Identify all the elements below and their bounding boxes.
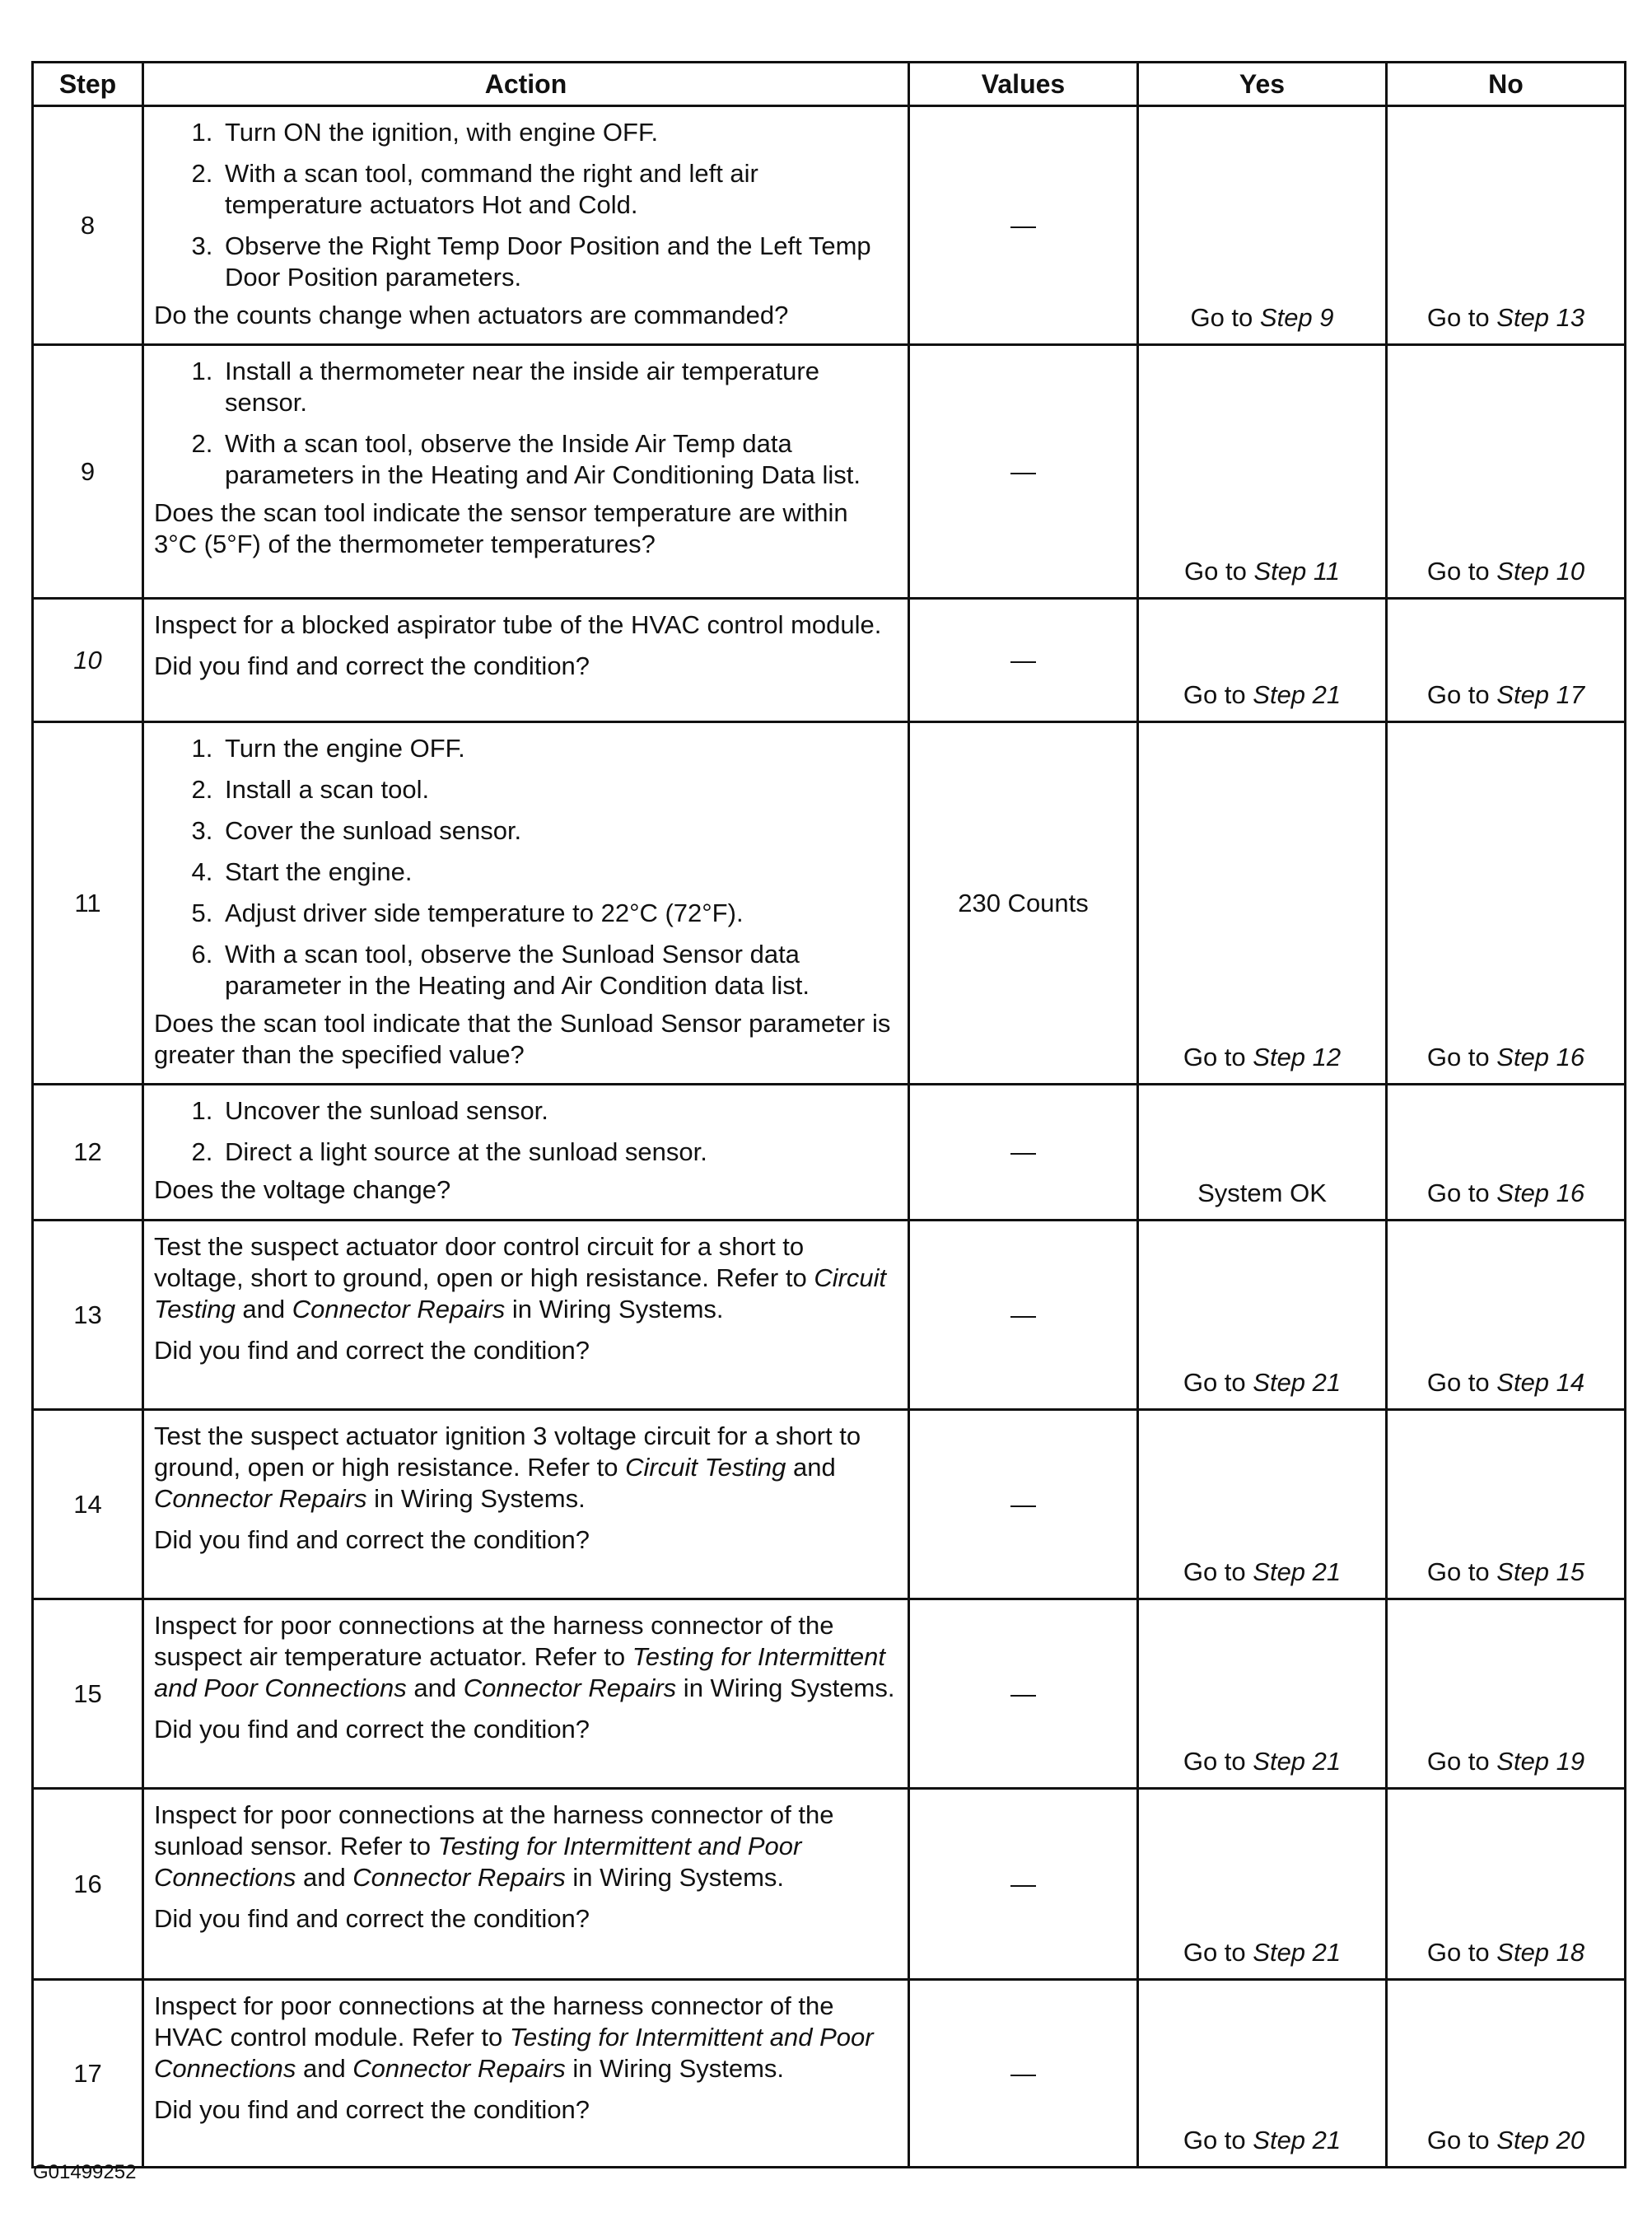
col-header-step: Step xyxy=(33,63,143,106)
action-question: Did you find and correct the condition? xyxy=(154,1715,590,1744)
no-result-cell xyxy=(1387,599,1626,722)
value-cell: — xyxy=(909,1980,1138,2168)
action-text xyxy=(154,1231,898,1325)
action-cell xyxy=(143,722,909,1085)
goto-label: Go to xyxy=(1183,1043,1246,1071)
action-step-item: 2. With a scan tool, observe the Inside Air Temp data parameters in the Heating and Air Conditioning Data list. xyxy=(220,428,898,491)
goto-label: Go to xyxy=(1426,1938,1490,1967)
action-cell xyxy=(143,345,909,599)
goto-label: Go to xyxy=(1426,1368,1490,1397)
goto-step-reference: Step 16 xyxy=(1496,1043,1585,1071)
reference-title: Connector Repairs xyxy=(463,1674,677,1702)
action-text-part: and xyxy=(786,1453,836,1482)
yes-result-cell xyxy=(1138,722,1387,1085)
action-text-part: and xyxy=(235,1295,292,1323)
goto-step-reference: Step 10 xyxy=(1496,557,1585,586)
yes-result-cell xyxy=(1138,1410,1387,1599)
action-question: Do the counts change when actuators are commanded? xyxy=(154,301,789,329)
no-result-cell xyxy=(1387,106,1626,345)
action-text-part: in Wiring Systems. xyxy=(505,1295,724,1323)
goto-step-reference: Step 21 xyxy=(1253,1368,1342,1397)
step-number: 11 xyxy=(33,722,143,1085)
table-row xyxy=(33,1085,1626,1221)
goto-label: Go to xyxy=(1426,557,1490,586)
action-cell xyxy=(143,1221,909,1410)
action-step-item: 1. Uncover the sunload sensor. xyxy=(220,1095,898,1127)
action-question: Did you find and correct the condition? xyxy=(154,1336,590,1365)
table-row xyxy=(33,1789,1626,1980)
action-cell xyxy=(143,1789,909,1980)
goto-step-reference: Step 11 xyxy=(1253,557,1341,586)
action-cell xyxy=(143,1085,909,1221)
action-question: Does the voltage change? xyxy=(154,1175,451,1204)
value-cell: — xyxy=(909,345,1138,599)
action-steps-list xyxy=(154,117,898,293)
action-step-item: 2. Install a scan tool. xyxy=(220,774,898,805)
action-cell xyxy=(143,1980,909,2168)
value-cell: — xyxy=(909,1221,1138,1410)
table-row xyxy=(33,345,1626,599)
yes-result-cell xyxy=(1138,1085,1387,1221)
action-text-part: in Wiring Systems. xyxy=(676,1674,895,1702)
no-result-cell xyxy=(1387,722,1626,1085)
value-cell: — xyxy=(909,1085,1138,1221)
goto-label: Go to xyxy=(1183,557,1247,586)
goto-label: Go to xyxy=(1426,1043,1490,1071)
action-text: Inspect for a blocked aspirator tube of the HVAC control module. xyxy=(154,610,882,639)
action-steps-list xyxy=(154,733,898,1001)
action-text xyxy=(154,1421,898,1515)
step-number: 17 xyxy=(33,1980,143,2168)
reference-title: Connector Repairs xyxy=(352,1863,566,1892)
table-row xyxy=(33,1221,1626,1410)
goto-label: Go to xyxy=(1426,1179,1490,1207)
action-cell xyxy=(143,1410,909,1599)
action-step-item: 5. Adjust driver side temperature to 22°C (72°F). xyxy=(220,898,898,929)
reference-title: Testing for Intermittent and Poor Connections xyxy=(154,1832,802,1892)
goto-label: Go to xyxy=(1426,1747,1490,1776)
step-number: 15 xyxy=(33,1599,143,1789)
goto-label: Go to xyxy=(1183,1557,1246,1586)
action-text-part: Test the suspect actuator ignition 3 voltage circuit for a short to ground, open or high resistance. Refer to xyxy=(154,1421,861,1482)
action-step-item: 2. With a scan tool, command the right and left air temperature actuators Hot and Cold. xyxy=(220,158,898,221)
action-question: Did you find and correct the condition? xyxy=(154,651,590,680)
goto-step-reference: Step 21 xyxy=(1253,1747,1342,1776)
step-number: 13 xyxy=(33,1221,143,1410)
action-text-part: Inspect for poor connections at the harness connector of the HVAC control module. Refer to xyxy=(154,1991,834,2052)
action-step-item: 1. Turn ON the ignition, with engine OFF. xyxy=(220,117,898,148)
step-number: 10 xyxy=(33,599,143,722)
action-text-part: Test the suspect actuator door control circuit for a short to voltage, short to ground, open or high resistance. Refer to xyxy=(154,1232,814,1292)
action-text-part: Inspect for poor connections at the harness connector of the sunload sensor. Refer to xyxy=(154,1800,834,1860)
action-text xyxy=(154,1610,898,1704)
action-text xyxy=(154,1991,898,2084)
action-text-part: and xyxy=(296,1863,353,1892)
yes-result-cell xyxy=(1138,345,1387,599)
table-row xyxy=(33,1980,1626,2168)
goto-step-reference: Step 18 xyxy=(1496,1938,1585,1967)
col-header-values: Values xyxy=(909,63,1138,106)
no-result-cell xyxy=(1387,1410,1626,1599)
action-cell xyxy=(143,599,909,722)
reference-title: Connector Repairs xyxy=(154,1484,367,1513)
goto-step-reference: Step 21 xyxy=(1253,1938,1342,1967)
goto-label: Go to xyxy=(1426,1557,1490,1586)
table-row xyxy=(33,599,1626,722)
action-question: Did you find and correct the condition? xyxy=(154,2095,590,2124)
action-text-part: in Wiring Systems. xyxy=(565,2054,785,2083)
col-header-no: No xyxy=(1387,63,1626,106)
action-text-part: and xyxy=(296,2054,353,2083)
goto-label: Go to xyxy=(1183,2126,1246,2154)
no-result-cell xyxy=(1387,1789,1626,1980)
action-step-item: 1. Install a thermometer near the inside air temperature sensor. xyxy=(220,356,898,418)
reference-title: Connector Repairs xyxy=(352,2054,566,2083)
yes-result-cell xyxy=(1138,1980,1387,2168)
table-row xyxy=(33,1410,1626,1599)
action-text-part: Inspect for poor connections at the harness connector of the suspect air temperature actuator. Refer to xyxy=(154,1611,834,1671)
value-cell: — xyxy=(909,599,1138,722)
action-text-part: and xyxy=(406,1674,464,1702)
action-text-part: in Wiring Systems. xyxy=(565,1863,785,1892)
reference-title: Testing for Intermittent and Poor Connections xyxy=(154,1642,885,1702)
action-question: Did you find and correct the condition? xyxy=(154,1904,590,1933)
action-step-item: 4. Start the engine. xyxy=(220,857,898,888)
step-number: 16 xyxy=(33,1789,143,1980)
action-step-item: 6. With a scan tool, observe the Sunload Sensor data parameter in the Heating and Air Condition data list. xyxy=(220,939,898,1001)
no-result-cell xyxy=(1387,1085,1626,1221)
goto-label: Go to xyxy=(1183,680,1246,709)
value-cell: — xyxy=(909,1599,1138,1789)
reference-title: Circuit Testing xyxy=(154,1263,887,1323)
header-row xyxy=(33,63,1626,106)
action-question: Did you find and correct the condition? xyxy=(154,1525,590,1554)
action-steps-list xyxy=(154,1095,898,1168)
goto-step-reference: Step 12 xyxy=(1253,1043,1342,1071)
action-step-item: 3. Cover the sunload sensor. xyxy=(220,815,898,847)
yes-result-cell xyxy=(1138,1789,1387,1980)
action-question: Does the scan tool indicate the sensor temperature are within 3°C (5°F) of the thermometer temperatures? xyxy=(154,498,848,558)
goto-step-reference: Step 13 xyxy=(1496,303,1585,332)
step-number: 12 xyxy=(33,1085,143,1221)
yes-result-cell xyxy=(1138,1599,1387,1789)
col-header-yes: Yes xyxy=(1138,63,1387,106)
action-cell xyxy=(143,106,909,345)
action-cell xyxy=(143,1599,909,1789)
action-step-item: 3. Observe the Right Temp Door Position and the Left Temp Door Position parameters. xyxy=(220,231,898,293)
col-header-action: Action xyxy=(143,63,909,106)
goto-step-reference: Step 9 xyxy=(1259,303,1334,332)
action-question: Does the scan tool indicate that the Sunload Sensor parameter is greater than the specified value? xyxy=(154,1009,891,1069)
yes-result-cell xyxy=(1138,106,1387,345)
reference-title: Circuit Testing xyxy=(625,1453,786,1482)
reference-title: Connector Repairs xyxy=(292,1295,506,1323)
step-number: 14 xyxy=(33,1410,143,1599)
action-steps-list xyxy=(154,356,898,491)
table-row xyxy=(33,722,1626,1085)
no-result-cell xyxy=(1387,1599,1626,1789)
table-row xyxy=(33,106,1626,345)
goto-step-reference: Step 15 xyxy=(1496,1557,1585,1586)
no-result-cell xyxy=(1387,1221,1626,1410)
figure-code: G01499252 xyxy=(33,2161,137,2183)
goto-step-reference: Step 17 xyxy=(1496,680,1585,709)
table-body xyxy=(33,106,1626,2168)
step-number: 8 xyxy=(33,106,143,345)
goto-label: Go to xyxy=(1183,1938,1246,1967)
goto-step-reference: Step 14 xyxy=(1496,1368,1585,1397)
goto-label: Go to xyxy=(1183,1368,1246,1397)
goto-step-reference: Step 20 xyxy=(1496,2126,1585,2154)
goto-step-reference: Step 21 xyxy=(1253,1557,1342,1586)
reference-title: Testing for Intermittent and Poor Connections xyxy=(154,2023,874,2083)
no-result-cell xyxy=(1387,1980,1626,2168)
action-text-part: in Wiring Systems. xyxy=(366,1484,586,1513)
yes-result-cell xyxy=(1138,599,1387,722)
diagnostic-table xyxy=(31,61,1626,2168)
goto-step-reference: Step 21 xyxy=(1253,2126,1342,2154)
goto-step-reference: Step 19 xyxy=(1496,1747,1585,1776)
goto-label: Go to xyxy=(1426,2126,1490,2154)
goto-label: Go to xyxy=(1426,680,1490,709)
goto-label: Go to xyxy=(1183,1747,1246,1776)
value-cell: — xyxy=(909,1789,1138,1980)
table-row xyxy=(33,1599,1626,1789)
yes-result-text: System OK xyxy=(1197,1179,1327,1207)
goto-label: Go to xyxy=(1426,303,1490,332)
goto-step-reference: Step 21 xyxy=(1253,680,1342,709)
action-step-item: 1. Turn the engine OFF. xyxy=(220,733,898,764)
action-text xyxy=(154,1800,898,1893)
goto-step-reference: Step 16 xyxy=(1496,1179,1585,1207)
action-step-item: 2. Direct a light source at the sunload sensor. xyxy=(220,1137,898,1168)
step-number: 9 xyxy=(33,345,143,599)
goto-label: Go to xyxy=(1190,303,1253,332)
no-result-cell xyxy=(1387,345,1626,599)
value-cell: — xyxy=(909,106,1138,345)
value-cell: 230 Counts xyxy=(909,722,1138,1085)
yes-result-cell xyxy=(1138,1221,1387,1410)
value-cell: — xyxy=(909,1410,1138,1599)
